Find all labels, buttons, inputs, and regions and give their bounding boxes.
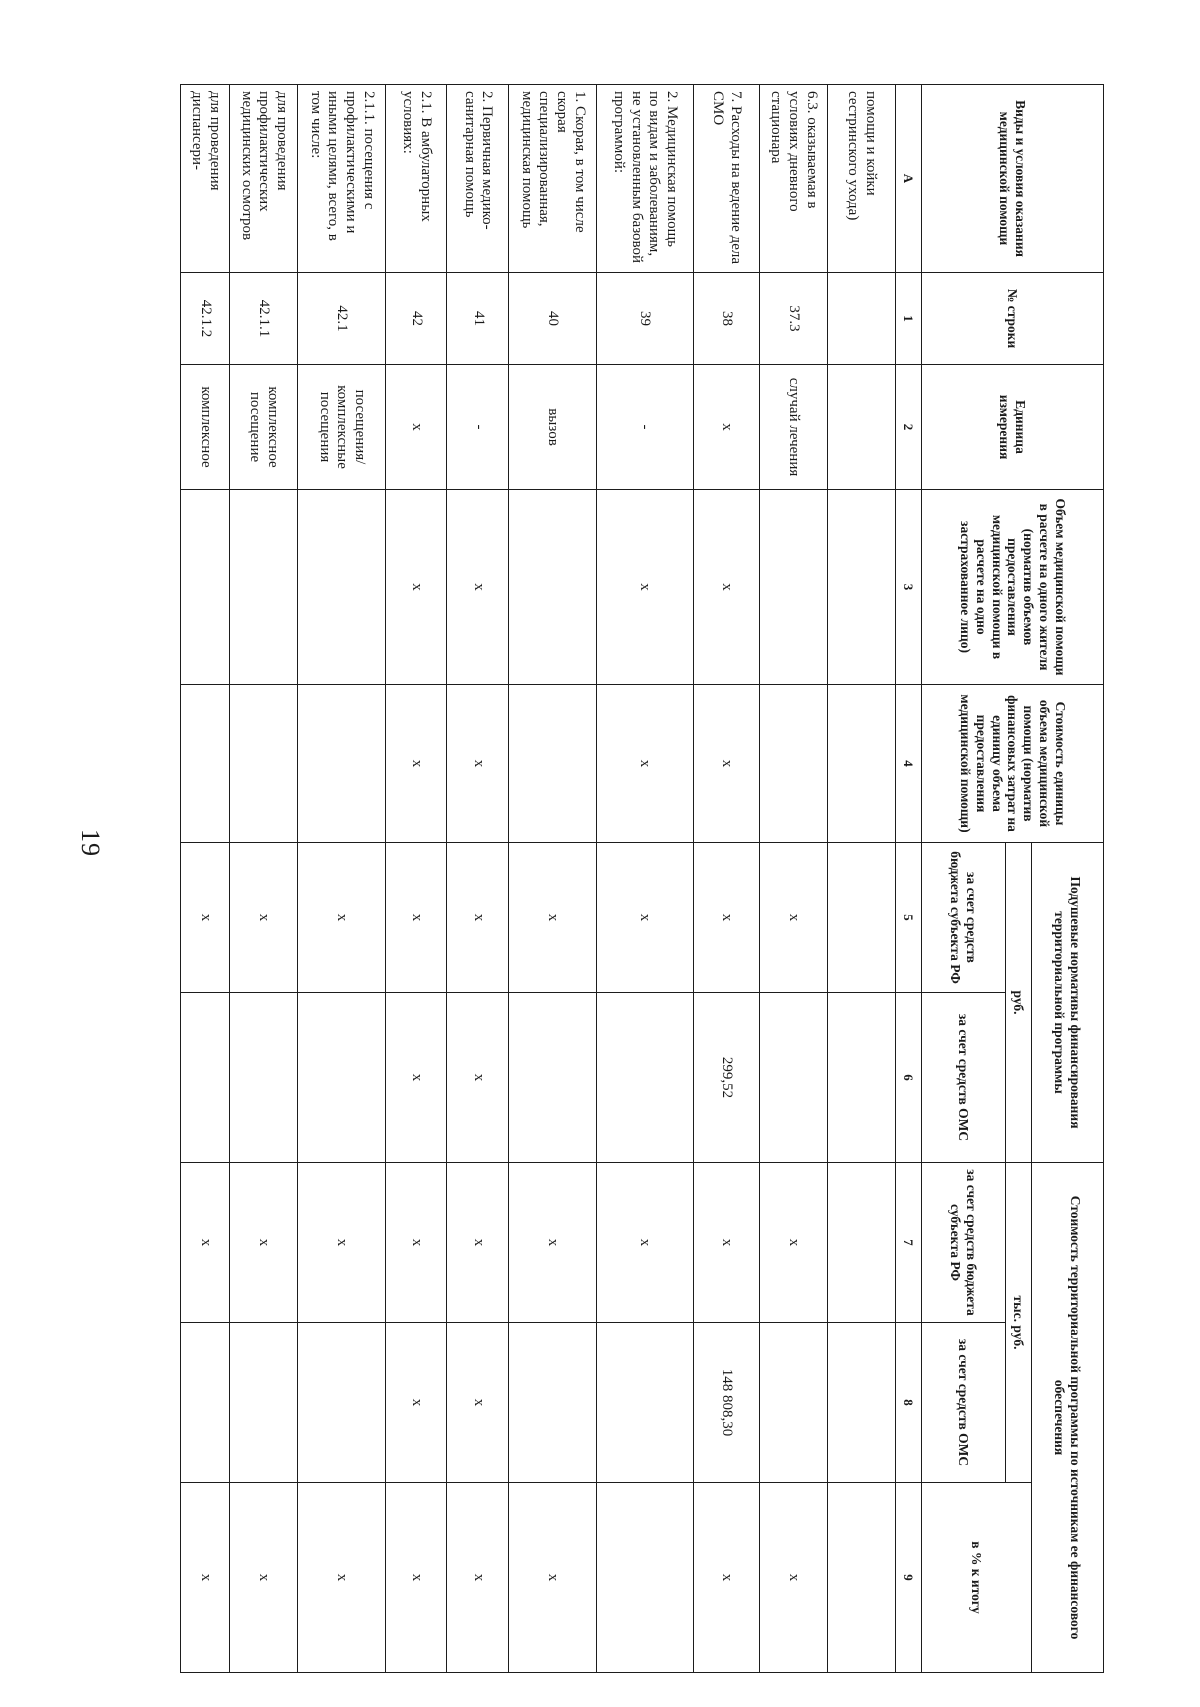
column-number-row bbox=[896, 85, 922, 1673]
value-cell bbox=[759, 1323, 827, 1483]
table-row bbox=[229, 85, 297, 1673]
number-cell: А bbox=[896, 85, 922, 273]
number-cell: 8 bbox=[896, 1323, 922, 1483]
value-cell: х bbox=[385, 685, 447, 843]
table-row bbox=[509, 85, 597, 1673]
value-cell: х bbox=[596, 490, 693, 685]
row-number: 42.1 bbox=[298, 273, 386, 365]
value-cell: х bbox=[181, 1163, 230, 1323]
value-cell: х bbox=[385, 1323, 447, 1483]
value-cell: х bbox=[596, 843, 693, 993]
value-cell: х bbox=[693, 1163, 759, 1323]
value-cell bbox=[759, 993, 827, 1163]
table-row bbox=[693, 85, 759, 1673]
value-cell bbox=[827, 685, 895, 843]
value-cell: х bbox=[298, 1163, 386, 1323]
unit-cell: вызов bbox=[509, 365, 597, 490]
value-cell: х bbox=[298, 843, 386, 993]
row-number: 40 bbox=[509, 273, 597, 365]
value-cell: х bbox=[447, 843, 509, 993]
header-col-6: за счет средств ОМС bbox=[922, 993, 1006, 1163]
row-label: 2. Первичная медико-санитарная помощь bbox=[447, 85, 509, 273]
value-cell: х bbox=[181, 843, 230, 993]
value-cell: х bbox=[759, 1483, 827, 1673]
unit-cell: комплексное посещение bbox=[229, 365, 297, 490]
header-col-1: № строки bbox=[922, 273, 1104, 365]
value-cell bbox=[298, 1323, 386, 1483]
value-cell bbox=[229, 685, 297, 843]
unit-cell: х bbox=[385, 365, 447, 490]
header-col-a: Виды и условия оказания медицинской помощи bbox=[922, 85, 1104, 273]
value-cell bbox=[229, 993, 297, 1163]
value-cell: х bbox=[509, 1483, 597, 1673]
row-number: 41 bbox=[447, 273, 509, 365]
value-cell: х bbox=[298, 1483, 386, 1673]
page-number: 19 bbox=[76, 829, 105, 857]
value-cell bbox=[596, 1483, 693, 1673]
value-cell bbox=[827, 490, 895, 685]
value-cell: х bbox=[447, 1163, 509, 1323]
number-cell: 1 bbox=[896, 273, 922, 365]
value-cell bbox=[181, 685, 230, 843]
header-group-cost: Стоимость территориальной программы по источникам ее финансового обеспечения bbox=[1032, 1163, 1104, 1673]
header-group-norms: Подушевые нормативы финансирования территориальной программы bbox=[1032, 843, 1104, 1163]
value-cell bbox=[509, 490, 597, 685]
value-cell bbox=[827, 1163, 895, 1323]
unit-cell bbox=[827, 365, 895, 490]
value-cell: х bbox=[229, 1483, 297, 1673]
value-cell: х bbox=[693, 685, 759, 843]
unit-cell: - bbox=[596, 365, 693, 490]
rotated-table-frame bbox=[180, 84, 1104, 1672]
row-label: помощи и койки сестринского ухода) bbox=[827, 85, 895, 273]
value-cell: х bbox=[509, 843, 597, 993]
value-cell: х bbox=[447, 490, 509, 685]
value-cell: х bbox=[229, 843, 297, 993]
value-cell bbox=[596, 993, 693, 1163]
row-number: 42 bbox=[385, 273, 447, 365]
value-cell: х bbox=[509, 1163, 597, 1323]
value-cell bbox=[759, 685, 827, 843]
value-cell: х bbox=[385, 490, 447, 685]
table-row bbox=[385, 85, 447, 1673]
value-cell: х bbox=[385, 843, 447, 993]
number-cell: 2 bbox=[896, 365, 922, 490]
row-label: 1. Скорая, в том числе скорая специализированная, медицинская помощь bbox=[509, 85, 597, 273]
row-number: 38 bbox=[693, 273, 759, 365]
row-label: 2.1.1. посещения с профилактическими и иными целями, всего, в том числе: bbox=[298, 85, 386, 273]
table-row bbox=[596, 85, 693, 1673]
table-row bbox=[181, 85, 230, 1673]
value-cell: х bbox=[693, 1483, 759, 1673]
value-cell bbox=[509, 685, 597, 843]
value-cell: х bbox=[447, 993, 509, 1163]
header-col-2: Единица измерения bbox=[922, 365, 1104, 490]
header-col-4: Стоимость единицы объема медицинской помощи (норматив финансовых затрат на единицу объема предоставления медицинской помощи) bbox=[922, 685, 1104, 843]
value-cell: 148 808,30 bbox=[693, 1323, 759, 1483]
value-cell bbox=[827, 843, 895, 993]
value-cell bbox=[827, 1483, 895, 1673]
table-row bbox=[759, 85, 827, 1673]
header-col-9: в % к итогу bbox=[922, 1483, 1032, 1673]
value-cell: х bbox=[385, 1483, 447, 1673]
header-col-5: за счет средств бюджета субъекта РФ bbox=[922, 843, 1006, 993]
row-label: 6.3. оказываемая в условиях дневного стационара bbox=[759, 85, 827, 273]
row-label: для проведения диспансери- bbox=[181, 85, 230, 273]
value-cell: х bbox=[385, 993, 447, 1163]
header-unit-thousand-rub: тыс. руб. bbox=[1006, 1163, 1032, 1483]
value-cell: х bbox=[181, 1483, 230, 1673]
value-cell: х bbox=[596, 1163, 693, 1323]
value-cell bbox=[181, 490, 230, 685]
header-unit-rub: руб. bbox=[1006, 843, 1032, 1163]
value-cell: х bbox=[447, 1323, 509, 1483]
value-cell bbox=[181, 1323, 230, 1483]
number-cell: 9 bbox=[896, 1483, 922, 1673]
value-cell: х bbox=[693, 843, 759, 993]
number-cell: 3 bbox=[896, 490, 922, 685]
table-body bbox=[181, 85, 896, 1673]
row-label: 2.1. В амбулаторных условиях: bbox=[385, 85, 447, 273]
number-cell: 7 bbox=[896, 1163, 922, 1323]
table-row bbox=[447, 85, 509, 1673]
unit-cell: - bbox=[447, 365, 509, 490]
unit-cell: случай лечения bbox=[759, 365, 827, 490]
value-cell bbox=[827, 993, 895, 1163]
number-cell: 4 bbox=[896, 685, 922, 843]
value-cell: х bbox=[229, 1163, 297, 1323]
header-col-8: за счет средств ОМС bbox=[922, 1323, 1006, 1483]
row-label: 2. Медицинская помощь по видам и заболеваниям, не установленным базовой программой: bbox=[596, 85, 693, 273]
value-cell: х bbox=[759, 1163, 827, 1323]
value-cell bbox=[827, 1323, 895, 1483]
value-cell bbox=[229, 1323, 297, 1483]
row-label: 7. Расходы на ведение дела СМО bbox=[693, 85, 759, 273]
value-cell bbox=[509, 993, 597, 1163]
value-cell: х bbox=[447, 685, 509, 843]
number-cell: 5 bbox=[896, 843, 922, 993]
unit-cell: х bbox=[693, 365, 759, 490]
value-cell bbox=[298, 685, 386, 843]
value-cell bbox=[509, 1323, 597, 1483]
value-cell: х bbox=[759, 843, 827, 993]
financing-table bbox=[180, 84, 1104, 1673]
value-cell: х bbox=[385, 1163, 447, 1323]
unit-cell: комплексное bbox=[181, 365, 230, 490]
value-cell: х bbox=[596, 685, 693, 843]
unit-cell: посещения/комплексные посещения bbox=[298, 365, 386, 490]
value-cell bbox=[298, 993, 386, 1163]
header-col-7: за счет средств бюджета субъекта РФ bbox=[922, 1163, 1006, 1323]
value-cell bbox=[298, 490, 386, 685]
header-col-3: Объем медицинской помощи в расчете на одного жителя (норматив объемов предоставления медицинской помощи в расчете на одно застрахованное лицо) bbox=[922, 490, 1104, 685]
value-cell bbox=[596, 1323, 693, 1483]
value-cell: х bbox=[693, 490, 759, 685]
table-row bbox=[298, 85, 386, 1673]
value-cell: 299,52 bbox=[693, 993, 759, 1163]
row-label: для проведения профилактических медицинских осмотров bbox=[229, 85, 297, 273]
value-cell: х bbox=[447, 1483, 509, 1673]
number-cell: 6 bbox=[896, 993, 922, 1163]
table-row bbox=[827, 85, 895, 1673]
row-number bbox=[827, 273, 895, 365]
row-number: 39 bbox=[596, 273, 693, 365]
row-number: 37.3 bbox=[759, 273, 827, 365]
value-cell bbox=[759, 490, 827, 685]
value-cell bbox=[229, 490, 297, 685]
value-cell bbox=[181, 993, 230, 1163]
row-number: 42.1.2 bbox=[181, 273, 230, 365]
row-number: 42.1.1 bbox=[229, 273, 297, 365]
